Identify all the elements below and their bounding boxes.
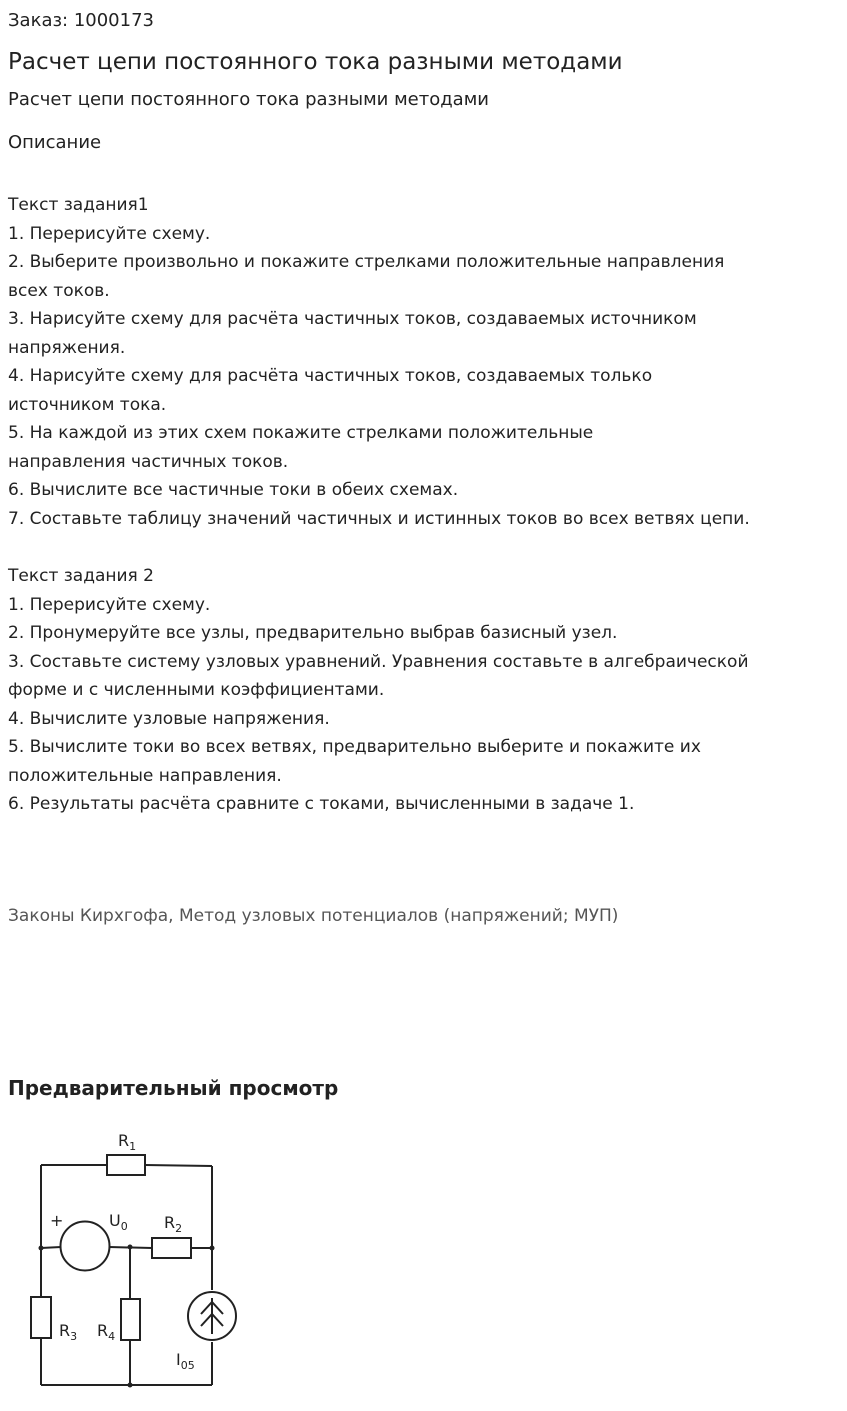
circuit-wires <box>41 1165 212 1385</box>
task1-line: 7. Составьте таблицу значений частичных и истинных токов во всех ветвях цепи. <box>8 508 750 529</box>
task1-line: 2. Выберите произвольно и покажите стрелками положительные направления <box>8 252 725 272</box>
task2-line: 4. Вычислите узловые напряжения. <box>8 708 330 729</box>
circuit-diagram <box>8 1120 258 1405</box>
task2-line: 5. Вычислите токи во всех ветвях, предварительно выберите и покажите их <box>8 737 701 757</box>
task2-heading: Текст задания 2 <box>8 566 155 586</box>
voltage-source-icon <box>61 1222 110 1271</box>
page-subtitle: Расчет цепи постоянного тока разными методами <box>8 89 489 110</box>
r1-resistor <box>107 1155 145 1175</box>
u0-label: $U_0$ <box>109 1211 128 1233</box>
task1-line: напряжения. <box>8 337 126 358</box>
node-dot <box>128 1245 133 1250</box>
r4-label: $R_4$ <box>97 1321 116 1343</box>
topic-tags: Законы Кирхгофа, Метод узловых потенциалов (напряжений; МУП) <box>8 906 619 926</box>
task2-line: 6. Результаты расчёта сравните с токами, вычисленными в задаче 1. <box>8 794 635 814</box>
task1-line: 6. Вычислите все частичные токи в обеих схемах. <box>8 480 459 500</box>
task1-block <box>8 191 843 533</box>
description-heading: Описание <box>8 132 102 153</box>
task1-line: источником тока. <box>8 394 167 415</box>
r3-resistor <box>31 1297 51 1338</box>
task1-line: всех токов. <box>8 280 110 301</box>
page-title: Расчет цепи постоянного тока разными методами <box>8 49 623 75</box>
r4-resistor <box>121 1299 140 1340</box>
task1-line: 3. Нарисуйте схему для расчёта частичных токов, создаваемых источником <box>8 309 697 329</box>
node-dot <box>128 1383 133 1388</box>
task1-line: 1. Перерисуйте схему. <box>8 223 211 244</box>
task2-line: положительные направления. <box>8 765 282 786</box>
node-dot <box>210 1246 215 1251</box>
task1-line: 5. На каждой из этих схем покажите стрелками положительные <box>8 423 594 443</box>
task2-block <box>8 562 843 819</box>
order-number: Заказ: 1000173 <box>8 10 154 31</box>
plus-sign: + <box>50 1211 64 1230</box>
task1-line: направления частичных токов. <box>8 451 289 472</box>
task1-heading: Текст задания1 <box>8 195 149 215</box>
r3-label: $R_3$ <box>59 1321 78 1343</box>
task2-line: 2. Пронумеруйте все узлы, предварительно выбрав базисный узел. <box>8 623 618 643</box>
i05-label: $I_{05}$ <box>176 1350 195 1372</box>
preview-heading: Предварительный просмотр <box>8 1076 339 1100</box>
task1-line: 4. Нарисуйте схему для расчёта частичных токов, создаваемых только <box>8 366 653 386</box>
r1-label: $R_1$ <box>118 1131 137 1153</box>
circuit-svg <box>8 1120 258 1405</box>
node-dot <box>39 1246 44 1251</box>
task2-line: форме и с численными коэффициентами. <box>8 680 385 700</box>
task2-line: 1. Перерисуйте схему. <box>8 594 211 615</box>
r2-resistor <box>152 1238 191 1258</box>
task2-line: 3. Составьте систему узловых уравнений. Уравнения составьте в алгебраической <box>8 651 749 672</box>
r2-label: $R_2$ <box>164 1213 183 1235</box>
